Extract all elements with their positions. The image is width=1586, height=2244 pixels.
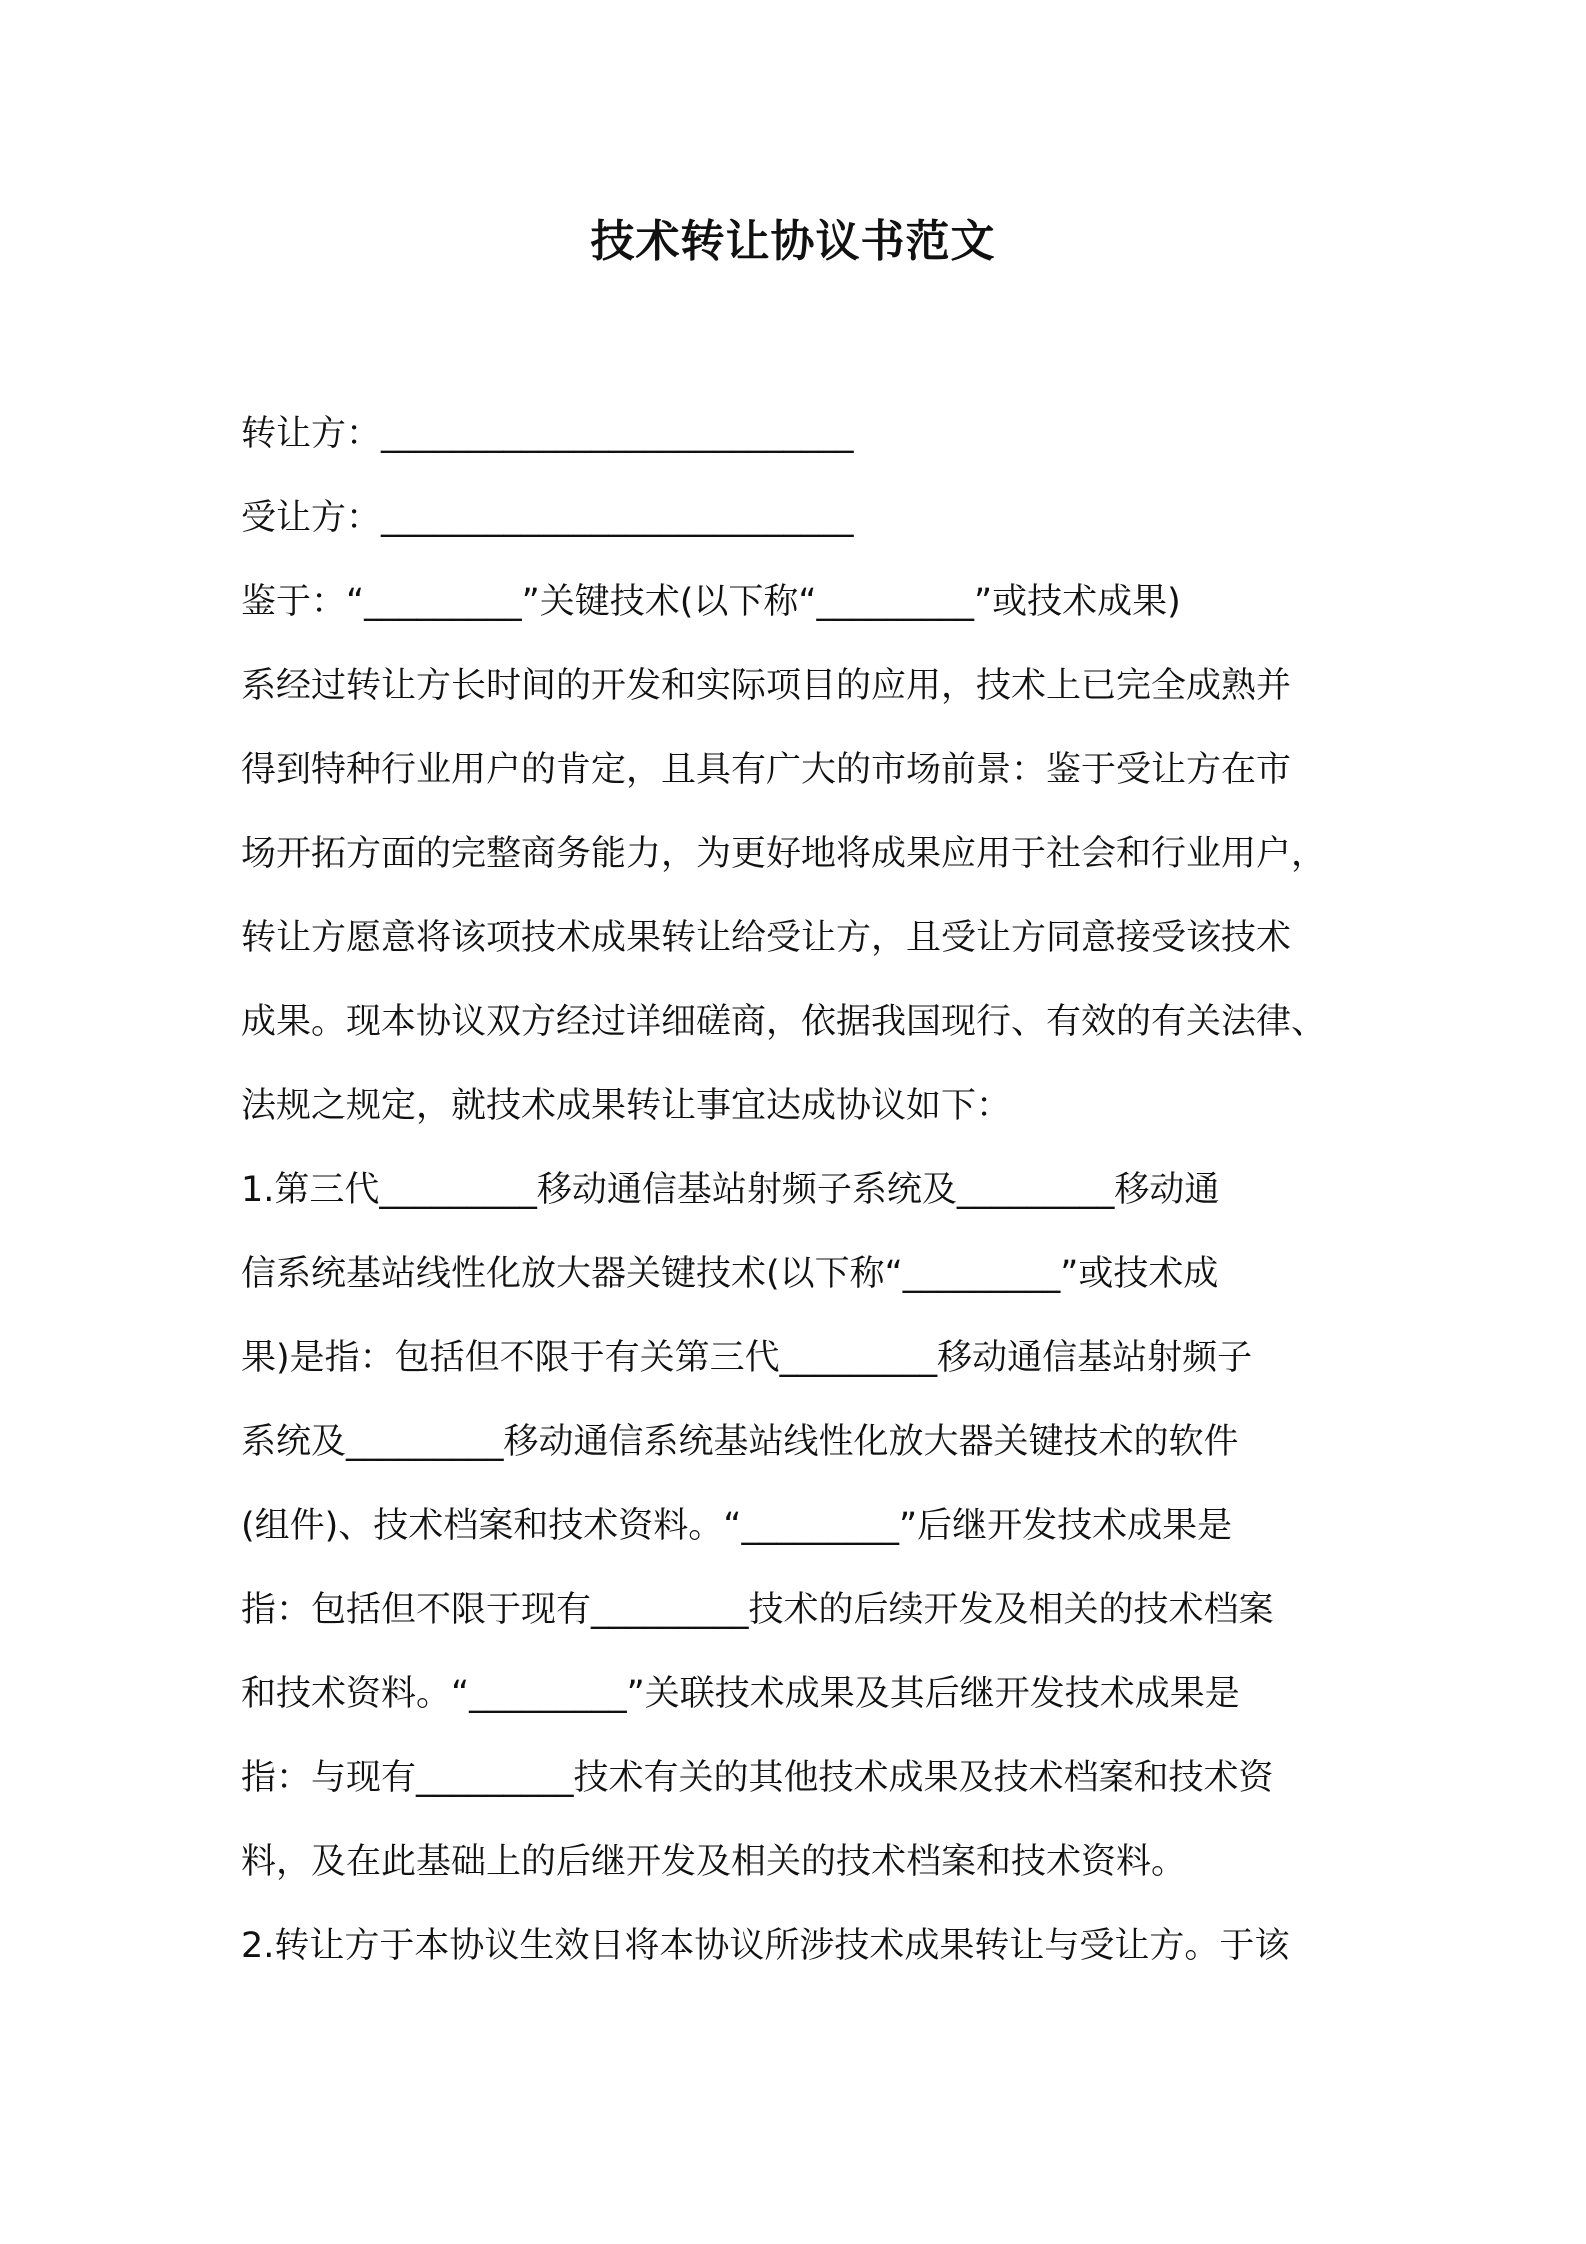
clause-1-line: 1.第三代_________移动通信基站射频子系统及_________移动通 xyxy=(241,1170,1220,1210)
paragraph-line: 转让方愿意将该项技术成果转让给受让方，且受让方同意接受该技术 xyxy=(241,918,1292,958)
paragraph-line: 场开拓方面的完整商务能力，为更好地将成果应用于社会和行业用户， xyxy=(241,834,1327,874)
clause-1-line: 信系统基站线性化放大器关键技术(以下称“_________”或技术成 xyxy=(241,1254,1219,1294)
paragraph-line: 法规之规定，就技术成果转让事宜达成协议如下： xyxy=(241,1086,1012,1126)
clause-1-line: 和技术资料。“_________”关联技术成果及其后继开发技术成果是 xyxy=(241,1674,1240,1714)
clause-1-line: 系统及_________移动通信系统基站线性化放大器关键技术的软件 xyxy=(241,1422,1239,1462)
clause-1-line: (组件)、技术档案和技术资料。“_________”后继开发技术成果是 xyxy=(241,1506,1233,1546)
clause-1-line: 料，及在此基础上的后继开发及相关的技术档案和技术资料。 xyxy=(241,1842,1187,1882)
clause-1-line: 果)是指：包括但不限于有关第三代_________移动通信基站射频子 xyxy=(241,1338,1253,1378)
paragraph-line: 成果。现本协议双方经过详细磋商，依据我国现行、有效的有关法律、 xyxy=(241,1002,1327,1042)
paragraph-line: 得到特种行业用户的肯定，且具有广大的市场前景：鉴于受让方在市 xyxy=(241,750,1292,790)
transferor-line: 转让方：___________________________ xyxy=(241,414,854,454)
clause-2-line: 2.转让方于本协议生效日将本协议所涉技术成果转让与受让方。于该 xyxy=(241,1926,1290,1966)
paragraph-line: 系经过转让方长时间的开发和实际项目的应用，技术上已完全成熟并 xyxy=(241,666,1292,706)
transferee-line: 受让方：___________________________ xyxy=(241,498,854,538)
clause-1-line: 指：与现有_________技术有关的其他技术成果及技术档案和技术资 xyxy=(241,1758,1274,1798)
document-title: 技术转让协议书范文 xyxy=(590,216,996,267)
clause-1-line: 指：包括但不限于现有_________技术的后续开发及相关的技术档案 xyxy=(241,1590,1274,1630)
paragraph-line: 鉴于：“_________”关键技术(以下称“_________”或技术成果) xyxy=(241,582,1181,622)
